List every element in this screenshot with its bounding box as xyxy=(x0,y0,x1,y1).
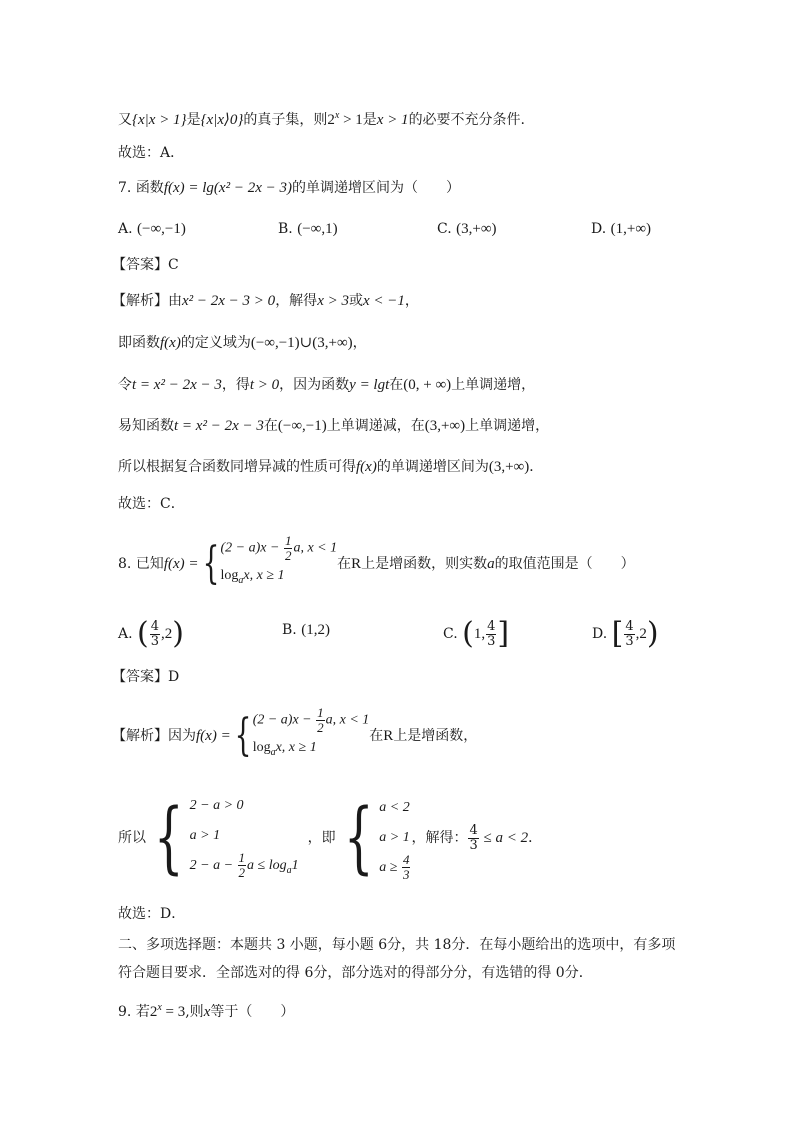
text: ,则 xyxy=(185,1004,204,1020)
question-9 xyxy=(118,998,294,1022)
section-heading-line-1: 二、多项选择题：本题共 3 小题，每小题 6分，共 18分．在每小题给出的选项中，有多项 xyxy=(118,937,676,953)
math-exponent: x xyxy=(334,110,340,121)
answer-choice-line: 故选：D． xyxy=(118,906,186,922)
text-line-subset xyxy=(118,106,525,130)
text: 上单调递增， xyxy=(451,377,536,393)
explanation-line xyxy=(118,416,549,436)
text: ，因为函数 xyxy=(279,377,350,393)
inequality-system-1 xyxy=(190,791,308,886)
text: 上是增函数， xyxy=(393,727,478,744)
math: y = lgt xyxy=(349,377,390,393)
option-label: A. xyxy=(118,221,133,237)
option-d xyxy=(592,614,659,654)
math: (3,+∞) xyxy=(488,459,530,475)
text: 所以根据复合函数同增异减的性质可得 xyxy=(118,459,356,475)
option-value: (3,+∞) xyxy=(456,221,497,237)
text: 即函数 xyxy=(118,335,160,351)
text: 或 xyxy=(348,293,363,309)
math: (3,+∞) xyxy=(424,418,466,434)
math: 2 − a > 0 xyxy=(189,797,244,813)
math: x, x ≥ 1 xyxy=(275,740,317,755)
text: ，即 xyxy=(307,830,336,846)
math: x < −1 xyxy=(362,293,405,309)
text: 上是增函数，则实数 xyxy=(361,555,488,572)
option-label: D. xyxy=(591,221,607,237)
math: a ≥ xyxy=(379,860,401,875)
explanation-line xyxy=(112,291,419,311)
left-brace: { xyxy=(343,793,374,883)
math: x > 3 xyxy=(317,293,349,309)
bracket: ) xyxy=(646,616,659,651)
math-subscript: a xyxy=(238,574,244,586)
answer-line xyxy=(112,255,179,275)
math: t = x² − 2x − 3 xyxy=(132,377,222,393)
math: x > 1 xyxy=(376,112,409,128)
option-b xyxy=(282,620,330,640)
answer-value: D xyxy=(168,669,180,685)
math: = 3 xyxy=(161,1004,186,1020)
option-a xyxy=(118,614,184,654)
text: 若 xyxy=(135,1004,150,1020)
left-brace: { xyxy=(202,537,219,589)
fraction-denominator: 2 xyxy=(238,864,246,880)
inequality-system-2 xyxy=(379,793,411,883)
option-label: D. xyxy=(592,626,608,642)
math-subscript: a xyxy=(270,746,276,758)
text: ，得 xyxy=(221,377,250,393)
text: 在 xyxy=(389,377,404,393)
math: ≤ a < 2 xyxy=(479,830,529,846)
math-set-1: {x|x > 1} xyxy=(132,112,187,128)
math: log xyxy=(220,568,239,583)
option-label: B. xyxy=(282,622,297,638)
math: (−∞,−1)∪(3,+∞) xyxy=(250,335,353,351)
math-function: f(x) = lg(x² − 2x − 3) xyxy=(163,180,292,196)
question-number: 9. xyxy=(118,1004,132,1020)
math: log xyxy=(252,740,271,755)
fraction-numerator: 4 xyxy=(150,618,160,634)
math: a > 1 xyxy=(379,830,410,845)
fraction-denominator: 3 xyxy=(625,633,634,649)
option-label: B. xyxy=(278,221,293,237)
text: 是 xyxy=(362,112,377,128)
text: ． xyxy=(529,459,544,475)
math: a ≤ log xyxy=(247,857,287,873)
fraction-numerator: 4 xyxy=(469,822,478,838)
fraction-denominator: 2 xyxy=(317,720,324,735)
math: ,2 xyxy=(635,626,647,642)
text: 的取值范围是（ ） xyxy=(494,555,635,572)
math: t > 0 xyxy=(249,377,280,393)
text: 易知函数 xyxy=(118,418,174,434)
option-d xyxy=(591,219,651,239)
math: a > 1 xyxy=(189,827,221,843)
math: R xyxy=(351,555,362,572)
text: 令 xyxy=(118,377,132,393)
answer-tag: 【答案】 xyxy=(112,257,168,273)
math: (−∞,−1) xyxy=(277,418,327,434)
explanation-line xyxy=(118,333,367,353)
left-brace: { xyxy=(234,709,252,761)
math: a < 2 xyxy=(379,800,410,815)
option-c xyxy=(443,614,509,654)
piecewise-cases xyxy=(221,534,338,594)
answer-choice-line: 故选：A． xyxy=(118,145,185,161)
text: ， xyxy=(352,335,367,351)
question-7 xyxy=(118,178,460,198)
math: (0, + ∞) xyxy=(403,377,452,393)
math: 1, xyxy=(473,626,486,642)
option-value: (−∞,−1) xyxy=(137,221,186,237)
text: ，解得： xyxy=(411,830,468,846)
text: 在 xyxy=(263,418,278,434)
option-a xyxy=(118,219,186,239)
explanation-system-line xyxy=(118,790,542,886)
math-subscript: a xyxy=(286,864,292,876)
section-heading-line-2: 符合题目要求．全部选对的得 6分，部分选对的得部分分，有选错的得 0分． xyxy=(118,965,593,981)
text: 上单调递增， xyxy=(465,418,550,434)
math: t = x² − 2x − 3 xyxy=(174,418,264,434)
fraction-numerator: 1 xyxy=(238,849,246,865)
math-function: f(x) = xyxy=(163,555,199,572)
fraction-denominator: 3 xyxy=(150,633,160,649)
text: 已知 xyxy=(135,555,164,572)
math: a, x < 1 xyxy=(293,540,338,556)
text: 的必要不充分条件. xyxy=(408,112,526,128)
text: 等于（ ） xyxy=(210,1004,295,1020)
bracket: ) xyxy=(172,616,184,651)
math: > 1 xyxy=(339,112,363,128)
math: a, x < 1 xyxy=(325,712,370,728)
option-value: (1,+∞) xyxy=(610,221,652,237)
text: 【解析】因为 xyxy=(112,727,196,744)
option-label: C. xyxy=(443,626,458,642)
math-function: f(x) = xyxy=(196,727,231,744)
fraction-numerator: 1 xyxy=(317,705,324,720)
option-c xyxy=(437,219,497,239)
text: 函数 xyxy=(135,180,164,196)
math: f(x) xyxy=(356,459,377,475)
bracket: ( xyxy=(462,616,474,651)
fraction-numerator: 4 xyxy=(625,618,634,634)
explanation-line xyxy=(118,457,543,477)
fraction-denominator: 3 xyxy=(402,867,410,883)
text: 【解析】由 xyxy=(112,293,182,309)
fraction-denominator: 3 xyxy=(469,837,478,853)
option-label: C. xyxy=(437,221,452,237)
option-value: (1,2) xyxy=(301,622,330,638)
math: x, x ≥ 1 xyxy=(243,568,285,583)
option-value: (−∞,1) xyxy=(297,221,338,237)
answer-line xyxy=(112,667,179,687)
question-number: 7. xyxy=(118,180,132,196)
question-8 xyxy=(118,534,635,594)
option-b xyxy=(278,219,338,239)
fraction-numerator: 1 xyxy=(284,533,292,548)
text: ， xyxy=(404,293,419,309)
math-base: 2 xyxy=(149,1004,158,1020)
left-brace: { xyxy=(153,793,184,883)
math: x xyxy=(203,1004,211,1020)
explanation-line xyxy=(112,706,477,766)
text: 是 xyxy=(186,112,201,128)
math: a xyxy=(487,555,495,572)
option-label: A. xyxy=(118,626,133,642)
text: ． xyxy=(528,830,543,846)
fraction-numerator: 4 xyxy=(402,852,410,868)
bracket: ( xyxy=(137,616,149,651)
fraction-numerator: 4 xyxy=(487,618,496,634)
text: 在 xyxy=(369,727,384,744)
math: x² − 2x − 3 > 0 xyxy=(182,293,276,309)
text: 上单调递减，在 xyxy=(326,418,425,434)
math: (2 − a)x − xyxy=(220,540,283,556)
bracket: ] xyxy=(497,616,510,651)
answer-value: C xyxy=(168,257,179,273)
text: 的单调递增区间为（ ） xyxy=(291,180,460,196)
text: 又 xyxy=(118,112,132,128)
text: 的定义域为 xyxy=(180,335,251,351)
piecewise-cases xyxy=(253,706,370,766)
text: 所以 xyxy=(118,830,146,846)
math-set-2: {x|x⟩0} xyxy=(200,112,244,128)
math: 2 − a − xyxy=(189,857,237,873)
math-base: 2 xyxy=(327,112,335,128)
answer-tag: 【答案】 xyxy=(112,669,168,685)
text: 的真子集，则 xyxy=(243,112,328,128)
question-number: 8. xyxy=(118,555,132,572)
fraction-denominator: 3 xyxy=(487,633,496,649)
math: ,2 xyxy=(161,626,173,642)
text: ，解得 xyxy=(275,293,318,309)
math-exponent: x xyxy=(157,1002,162,1013)
text: 的单调递增区间为 xyxy=(376,459,489,475)
answer-choice-line: 故选：C． xyxy=(118,496,185,512)
math: R xyxy=(383,727,394,744)
math: (2 − a)x − xyxy=(252,712,316,728)
explanation-line xyxy=(118,375,535,395)
math: 1 xyxy=(291,857,299,873)
math: f(x) xyxy=(160,335,181,351)
fraction-denominator: 2 xyxy=(284,548,292,563)
bracket: [ xyxy=(611,616,624,651)
text: 在 xyxy=(337,555,352,572)
